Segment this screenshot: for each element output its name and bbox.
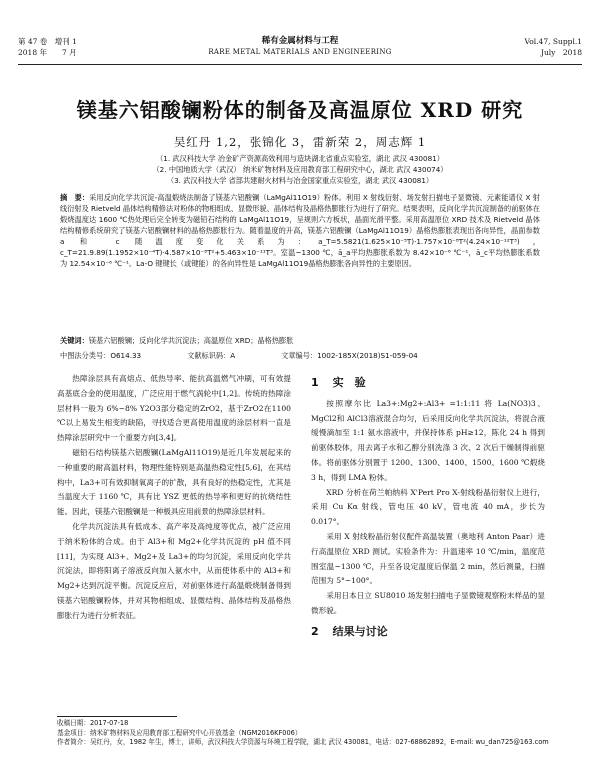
journal-name-en: RARE METAL MATERIALS AND ENGINEERING bbox=[208, 48, 392, 56]
header-year-cn: 2018 年 7 月 bbox=[18, 48, 77, 57]
author-bio: 作者简介：吴红丹，女，1982 年生，博士，讲师，武汉科技大学资源与环境工程学院，湖北 武汉 430081，电话：027-68862892，E-mail: wu_dan725@163.com bbox=[57, 738, 549, 746]
experiment-paragraph: 采用日本日立 SU8010 场发射扫描电子显微镜观察粉末样品的显微形貌。 bbox=[311, 591, 545, 615]
clc-number: 中图法分类号：O614.33 bbox=[60, 351, 142, 360]
journal-name-cn: 稀有金属材料与工程 bbox=[261, 36, 339, 46]
abstract-text: 采用反向化学共沉淀-高温煅烧法制备了镁基六铝酸镧（LaMgAl11O19）粉体。利用 X 射线衍射、场发射扫描电子显微镜、元素能谱仪 X 射线衍射及 Rietveld 晶体结构精修法对粉体的物相组成、显微形貌、晶体结构及晶格热膨胀行为进行了研究。结果表明，反向化学共沉淀制备的前驱体在煅烧温度达 1600 ℃热处理后完全转变为磁铅石结构的 LaMgAl11O19，呈规则六方板状，晶面光滑平整。采用高温原位 XRD 技术及 Rietveld 晶体结构精修系统研究了镁基六铝酸镧材料的晶格热膨胀行为。随着温度的升高，镁基六铝酸镧（LaMgAl11O19）晶格热膨胀表现出各向异性，晶面参数 a 和 c 随温度变化关系为：a_T=5.5821(1.625×10⁻⁵T)·1.757×10⁻⁸T²(4.24×10⁻¹²T³)，c_T=21.9.89(1.1952×10⁻⁴T)·4.587×10⁻⁸T²+5.463×10⁻¹¹T³。室温~1300 ℃，ā_a平均热膨胀系数为 8.42×10⁻⁶ ℃⁻¹，ā_c平均热膨胀系数为 12.54×10⁻⁶ ℃⁻¹。La-O 键键长（或键能）的各向异性是 LaMgAl11O19晶格热膨胀各向异性的主要原因。 bbox=[60, 193, 540, 268]
received-date: 收稿日期：2017-07-18 bbox=[57, 719, 129, 727]
keywords-text: 镁基六铝酸镧；反向化学共沉淀法；高温原位 XRD；晶格热膨胀 bbox=[88, 336, 294, 345]
section-1-number: 1 bbox=[311, 376, 319, 389]
experiment-paragraph: XRD 分析在荷兰帕纳科 X'Pert Pro X-射线粉晶衍射仪上进行，采用 Cu Kα 射线，管电压 40 kV，管电流 40 mA，步长为 0.017°。 bbox=[311, 487, 545, 527]
paper-title: 镁基六铝酸镧粉体的制备及高温原位 XRD 研究 bbox=[76, 98, 524, 122]
header-date-en: July 2018 bbox=[540, 48, 582, 57]
experiment-paragraph: 采用 X 射线粉晶衍射仪配件高温装置（奥地利 Anton Paar）进行高温原位 XRD 测试。实验条件为：升温速率 10 ℃/min，温度范围室温~1300 ℃，升至各设定温度后保温 2 min，然后测量，扫描范围为 5°~100°。 bbox=[311, 531, 545, 586]
header-volume-cn: 第 47 卷 增刊 1 bbox=[18, 37, 77, 46]
section-1-title: 实 验 bbox=[332, 376, 366, 389]
running-header bbox=[18, 36, 582, 62]
header-center bbox=[18, 36, 582, 58]
intro-paragraph: 热障涂层具有高熔点、低热导率、能抗高温燃气冲刷，可有效提高基底合金的使用温度，广泛应用于燃气涡轮中[1,2]。传统的热障涂层材料一般为 6%~8% Y2O3部分稳定的ZrO2，基于ZrO2在1100 ℃以上易发生相变的缺陷，寻找适合更高使用温度的涂层材料一直是热障涂层研究中一个重要方向[3,4]。 bbox=[57, 374, 291, 443]
affiliations bbox=[40, 153, 560, 186]
fund-info: 基金项目：纳米矿物材料及应用教育部工程研究中心开放基金（NGM2016KF006） bbox=[57, 728, 302, 737]
section-2-heading bbox=[311, 625, 545, 640]
section-2-title: 结果与讨论 bbox=[332, 624, 388, 638]
header-rule bbox=[18, 64, 582, 65]
intro-paragraph: 化学共沉淀法具有低成本、高产率及高纯度等优点，被广泛应用于纳米粉体的合成。由于 Al3+和 Mg2+化学共沉淀的 pH 值不同[11]，为实现 Al3+、Mg2+及 La3+的均匀沉淀，采用反向化学共沉淀法，即将阳离子溶液反向加入氨水中，从而使体系中的 Al3+和 Mg2+达到沉淀平衡。沉淀反应后，对前驱体进行高温煅烧制备得到镁基六铝酸镧粉体，并对其物相组成、显微结构、晶体结构及晶格热膨胀行为进行分析表征。 bbox=[57, 521, 291, 620]
section-2-number: 2 bbox=[311, 624, 319, 638]
footnote-rule bbox=[57, 716, 177, 717]
classification-line bbox=[60, 351, 540, 361]
affiliation-3: （3. 武汉科技大学 省部共建耐火材料与冶金国家重点实验室，湖北 武汉 430081） bbox=[166, 176, 434, 185]
header-right bbox=[525, 36, 582, 58]
header-volume-en: Vol.47, Suppl.1 bbox=[524, 37, 582, 46]
section-1-heading bbox=[311, 376, 545, 391]
intro-paragraph: 磁铅石结构镁基六铝酸镧(LaMgAl11O19)是近几年发展起来的一种重要的耐高温材料，物理性能特别是高温热稳定性[5,6]，在其结构中，La3+可有效抑制氧离子的扩散，具有良好的热稳定性，尤其是当温度大于 1160 ℃，具有比 YSZ 更低的热导率和更好的抗烧结性能。因此，镁基六铝酸镧是一种极具应用前景的热障涂层材料。 bbox=[57, 447, 291, 517]
author-list: 吴红丹 1,2，张锦化 3，雷新荣 2，周志辉 1 bbox=[173, 135, 427, 149]
document-code: 文献标识码：A bbox=[187, 351, 236, 360]
right-column bbox=[311, 372, 545, 646]
abstract-label: 摘 要： bbox=[60, 193, 90, 202]
affiliation-2: （2. 中国地质大学（武汉） 纳米矿物材料及应用教育部工程研究中心，湖北 武汉 430074） bbox=[152, 165, 448, 174]
abstract bbox=[60, 192, 540, 269]
footnote bbox=[57, 719, 560, 748]
experiment-paragraph: 按照摩尔比 La3+:Mg2+:Al3+ =1:1:11 将 La(NO3)3、MgCl2和 AlCl3溶液混合均匀，后采用反向化学共沉淀法，将混合液缓慢滴加至 1:1 氨水溶液中，并保持体系 pH≥12，陈化 24 h 得到前驱体胶体，用去离子水和乙醇分别洗涤 3 次、2 次后干燥制得前驱体。将前驱体分别置于 1200、1300、1400、1500、1600 ℃煅烧 3 h，得到 LMA 粉体。 bbox=[311, 398, 545, 482]
keywords-label: 关键词： bbox=[60, 336, 89, 345]
affiliation-1: （1. 武汉科技大学 冶金矿产资源高效利用与造块湖北省重点实验室，湖北 武汉 430081） bbox=[156, 154, 444, 163]
left-column bbox=[57, 372, 291, 624]
article-number: 文章编号：1002-185X(2018)S1-059-04 bbox=[281, 351, 418, 360]
keywords bbox=[60, 336, 540, 346]
